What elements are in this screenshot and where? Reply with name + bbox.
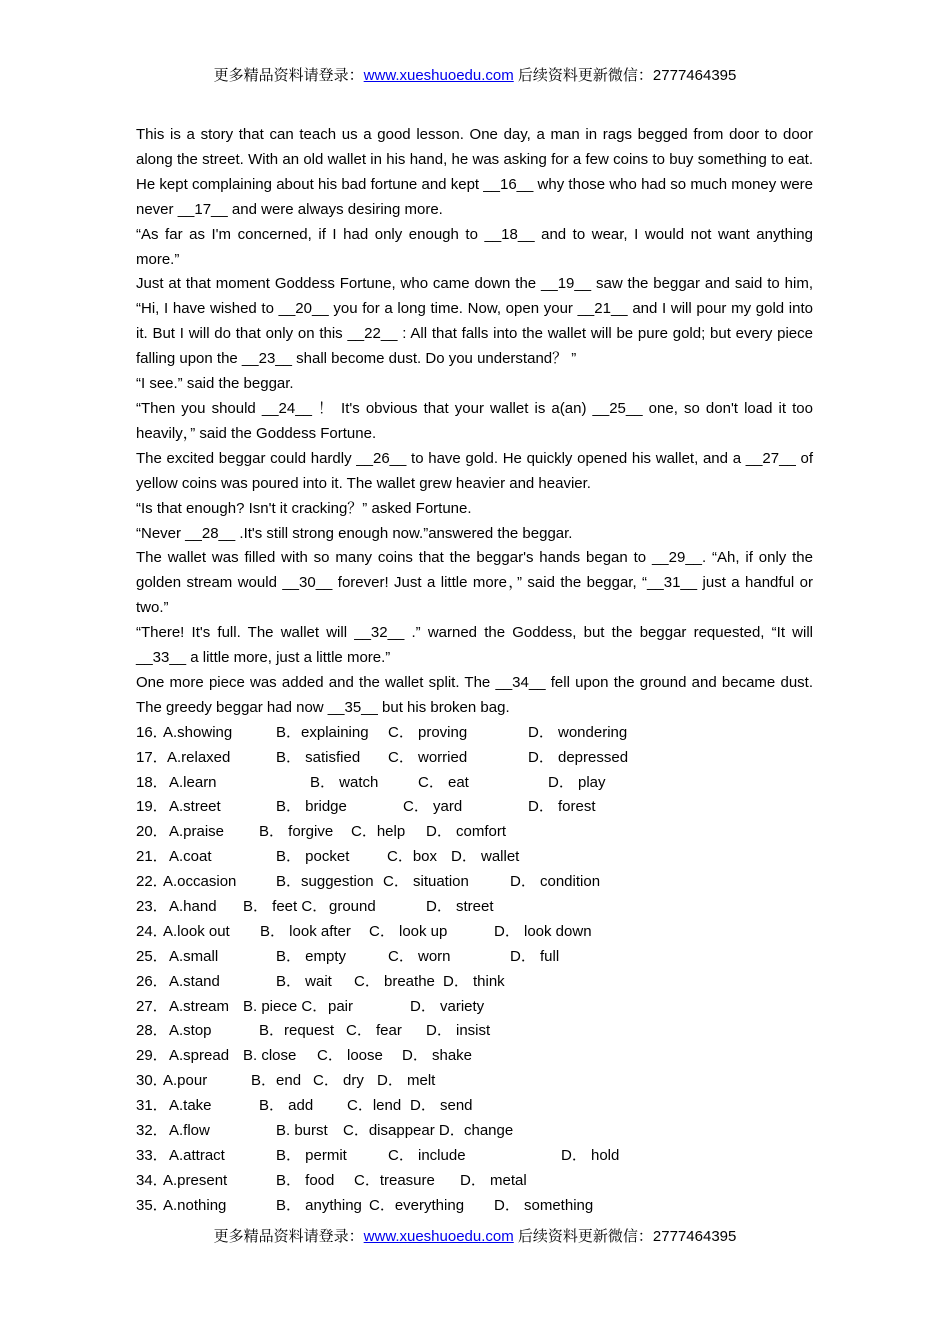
document-body <box>136 123 813 1219</box>
option-a: A.occasion <box>163 873 237 891</box>
option-a: A.hand <box>169 897 217 915</box>
banner-prefix: 更多精品资料请登录： <box>213 67 364 84</box>
option-d: D． insist <box>426 1022 491 1040</box>
option-d: D． shake <box>402 1047 473 1065</box>
option-b: B． look after <box>260 922 351 940</box>
question-row <box>136 1144 813 1169</box>
question-number: 24． <box>136 922 168 940</box>
question-row <box>136 1094 813 1119</box>
option-a: A.nothing <box>163 1196 227 1214</box>
question-number: 27． <box>136 997 168 1015</box>
question-row <box>136 1019 813 1044</box>
option-a: A.present <box>163 1171 228 1189</box>
option-d: D． metal <box>460 1171 527 1189</box>
option-b: B．suggestion <box>276 873 374 891</box>
option-c: C． loose <box>317 1047 383 1065</box>
option-c: C． breathe <box>354 972 435 990</box>
passage-paragraph: “There! It's full. The wallet will __32__ .” warned the Goddess, but the beggar requested, “It will __33__ a little more, just a little more.” <box>136 624 813 667</box>
option-b: B. close <box>243 1047 297 1065</box>
question-row <box>136 1069 813 1094</box>
option-c: C． situation <box>383 873 469 891</box>
passage-paragraph: “As far as I'm concerned, if I had only enough to __18__ and to wear, I would not want anything more.” <box>136 225 813 268</box>
question-row <box>136 1169 813 1194</box>
option-d: D． comfort <box>426 823 507 841</box>
header-banner <box>0 66 950 86</box>
question-row <box>136 945 813 970</box>
question-row <box>136 1194 813 1219</box>
question-number: 33． <box>136 1146 168 1164</box>
question-number: 21． <box>136 848 168 866</box>
question-number: 31． <box>136 1097 168 1115</box>
passage-paragraph: Just at that moment Goddess Fortune, who came down the __19__ saw the beggar and said to him, “Hi, I have wished to __20__ you for a long time. Now, open your __21__ and I will pour my gold into it. But I will do that only on this __22__ : All that falls into the wallet will be pure gold; but every piece falling upon the __23__ shall become dust. Do you understand？ ” <box>136 275 813 368</box>
banner-link[interactable]: www.xueshuoedu.com <box>363 1228 514 1245</box>
question-row <box>136 1119 813 1144</box>
option-c: ground <box>329 897 376 915</box>
question-row <box>136 1044 813 1069</box>
option-c: C． worn <box>388 947 451 965</box>
option-b: B．end <box>251 1072 302 1090</box>
option-b: B． feet C． <box>243 897 328 915</box>
option-d: change <box>464 1122 514 1139</box>
passage-paragraph: “Is that enough? Isn't it cracking？” asked Fortune. <box>136 499 472 517</box>
option-a: A.street <box>169 798 221 816</box>
option-c: C． look up <box>369 922 448 940</box>
passage-paragraph: “I see.” said the beggar. <box>136 375 294 393</box>
passage-paragraph: One more piece was added and the wallet split. The __34__ fell upon the ground and became dust. The greedy beggar had now __35__ but his broken bag. <box>136 673 813 716</box>
option-a: A.stream <box>169 997 230 1015</box>
option-d: D． hold <box>561 1146 620 1164</box>
passage-paragraph: “Never __28__ .It's still strong enough now.”answered the beggar. <box>136 524 573 542</box>
option-a: A.pour <box>163 1072 208 1090</box>
question-number: 26． <box>136 972 168 990</box>
question-number: 19． <box>136 798 168 816</box>
option-b: B． empty <box>276 947 347 965</box>
option-c: C． eat <box>418 773 469 791</box>
option-c: C．help <box>351 823 406 841</box>
option-b: B. burst <box>276 1122 328 1139</box>
question-number: 20． <box>136 823 168 841</box>
passage-paragraph: The excited beggar could hardly __26__ to have gold. He quickly opened his wallet, and a __27__ of yellow coins was poured into it. The wallet grew heavier and heavier. <box>136 449 813 492</box>
option-b: B．request <box>259 1022 335 1040</box>
question-number: 34． <box>136 1171 168 1189</box>
option-c: C．treasure <box>354 1171 435 1189</box>
option-a: A.look out <box>163 922 230 940</box>
option-b: B． food <box>276 1171 335 1189</box>
option-d: D． full <box>510 947 560 965</box>
option-a: A.small <box>169 947 219 965</box>
option-a: A.spread <box>169 1047 230 1065</box>
option-c: C． dry <box>313 1072 364 1090</box>
option-c: C． include <box>388 1146 466 1164</box>
option-d: D． melt <box>377 1072 436 1090</box>
option-b: B．explaining <box>276 723 369 741</box>
banner-suffix: 后续资料更新微信：2777464395 <box>513 67 737 84</box>
option-d: D． look down <box>494 922 592 940</box>
option-d: D． wallet <box>451 848 520 866</box>
option-b: B． add <box>259 1097 314 1115</box>
option-b: B． bridge <box>276 798 347 816</box>
question-row <box>136 920 813 945</box>
question-row <box>136 820 813 845</box>
question-row <box>136 746 813 771</box>
question-number: 30． <box>136 1072 168 1090</box>
option-a: A.take <box>169 1097 212 1115</box>
option-c: C． fear <box>346 1022 402 1040</box>
option-b: B． watch <box>310 773 379 791</box>
option-d: D． depressed <box>528 748 629 766</box>
option-a: A.showing <box>163 723 233 741</box>
passage-paragraph: The wallet was filled with so many coins that the beggar's hands began to __29__. “Ah, if only the golden stream would __30__ forever! Just a little more，” said the beggar, “__31__ just a handful or two.” <box>136 549 813 617</box>
passage-paragraph: This is a story that can teach us a good lesson. One day, a man in rags begged from door to door along the street. With an old wallet in his hand, he was asking for a few coins to buy something to eat. He kept complaining about his bad fortune and kept __16__ why those who had so much money were never __17__ and were always desiring more. <box>136 126 813 218</box>
question-number: 35． <box>136 1196 168 1214</box>
question-row <box>136 721 813 746</box>
option-a: A.stand <box>169 972 220 990</box>
option-d: D． forest <box>528 798 596 816</box>
option-c: C．disappear D． <box>343 1122 465 1139</box>
question-number: 25． <box>136 947 168 965</box>
question-list <box>136 721 813 1219</box>
option-a: A.flow <box>169 1122 210 1139</box>
option-b: B． permit <box>276 1146 347 1164</box>
option-a: A.learn <box>169 773 217 791</box>
option-d: D． play <box>548 773 606 791</box>
option-b: B． wait <box>276 972 332 990</box>
question-number: 16． <box>136 723 168 741</box>
option-c: C．lend <box>347 1097 402 1115</box>
option-d: D． something <box>494 1196 594 1214</box>
question-row <box>136 870 813 895</box>
question-number: 23． <box>136 897 168 915</box>
question-row <box>136 845 813 870</box>
option-d: D． condition <box>510 873 601 891</box>
option-c: C． worried <box>388 748 468 766</box>
banner-link[interactable]: www.xueshuoedu.com <box>363 67 514 84</box>
banner-prefix: 更多精品资料请登录： <box>213 1228 364 1245</box>
question-row <box>136 895 813 920</box>
option-d: D． think <box>443 972 505 990</box>
question-row <box>136 995 813 1020</box>
option-d: D． variety <box>410 997 485 1015</box>
option-c: C． yard <box>403 798 463 816</box>
question-number: 18． <box>136 773 168 791</box>
banner-suffix: 后续资料更新微信：2777464395 <box>513 1228 737 1245</box>
question-number: 29． <box>136 1047 168 1065</box>
option-a: A.praise <box>169 823 225 841</box>
option-b: B． satisfied <box>276 748 361 766</box>
option-d: D． wondering <box>528 723 628 741</box>
option-a: A.relaxed <box>167 748 231 766</box>
question-number: 32． <box>136 1122 168 1139</box>
option-c: C．box <box>387 848 438 866</box>
question-number: 17． <box>136 748 168 766</box>
option-b: B． pocket <box>276 848 350 866</box>
question-row <box>136 795 813 820</box>
question-number: 28． <box>136 1022 168 1040</box>
footer-banner <box>0 1227 950 1247</box>
option-b: B． forgive <box>259 823 334 841</box>
option-a: A.attract <box>169 1146 225 1164</box>
option-c: C． proving <box>388 723 468 741</box>
passage-paragraph: “Then you should __24__ ！ It's obvious that your wallet is a(an) __25__ one, so don't load it too heavily，” said the Goddess Fortune. <box>136 399 813 442</box>
question-number: 22． <box>136 873 168 891</box>
option-d: D． send <box>410 1097 473 1115</box>
option-b: B. piece C． <box>243 997 328 1015</box>
option-c: pair <box>328 997 354 1015</box>
option-a: A.coat <box>169 848 212 866</box>
option-a: A.stop <box>169 1022 212 1040</box>
option-c: C．everything <box>369 1196 465 1214</box>
question-row <box>136 771 813 796</box>
option-d: D． street <box>426 897 494 915</box>
question-row <box>136 970 813 995</box>
option-b: B． anything <box>276 1196 362 1214</box>
